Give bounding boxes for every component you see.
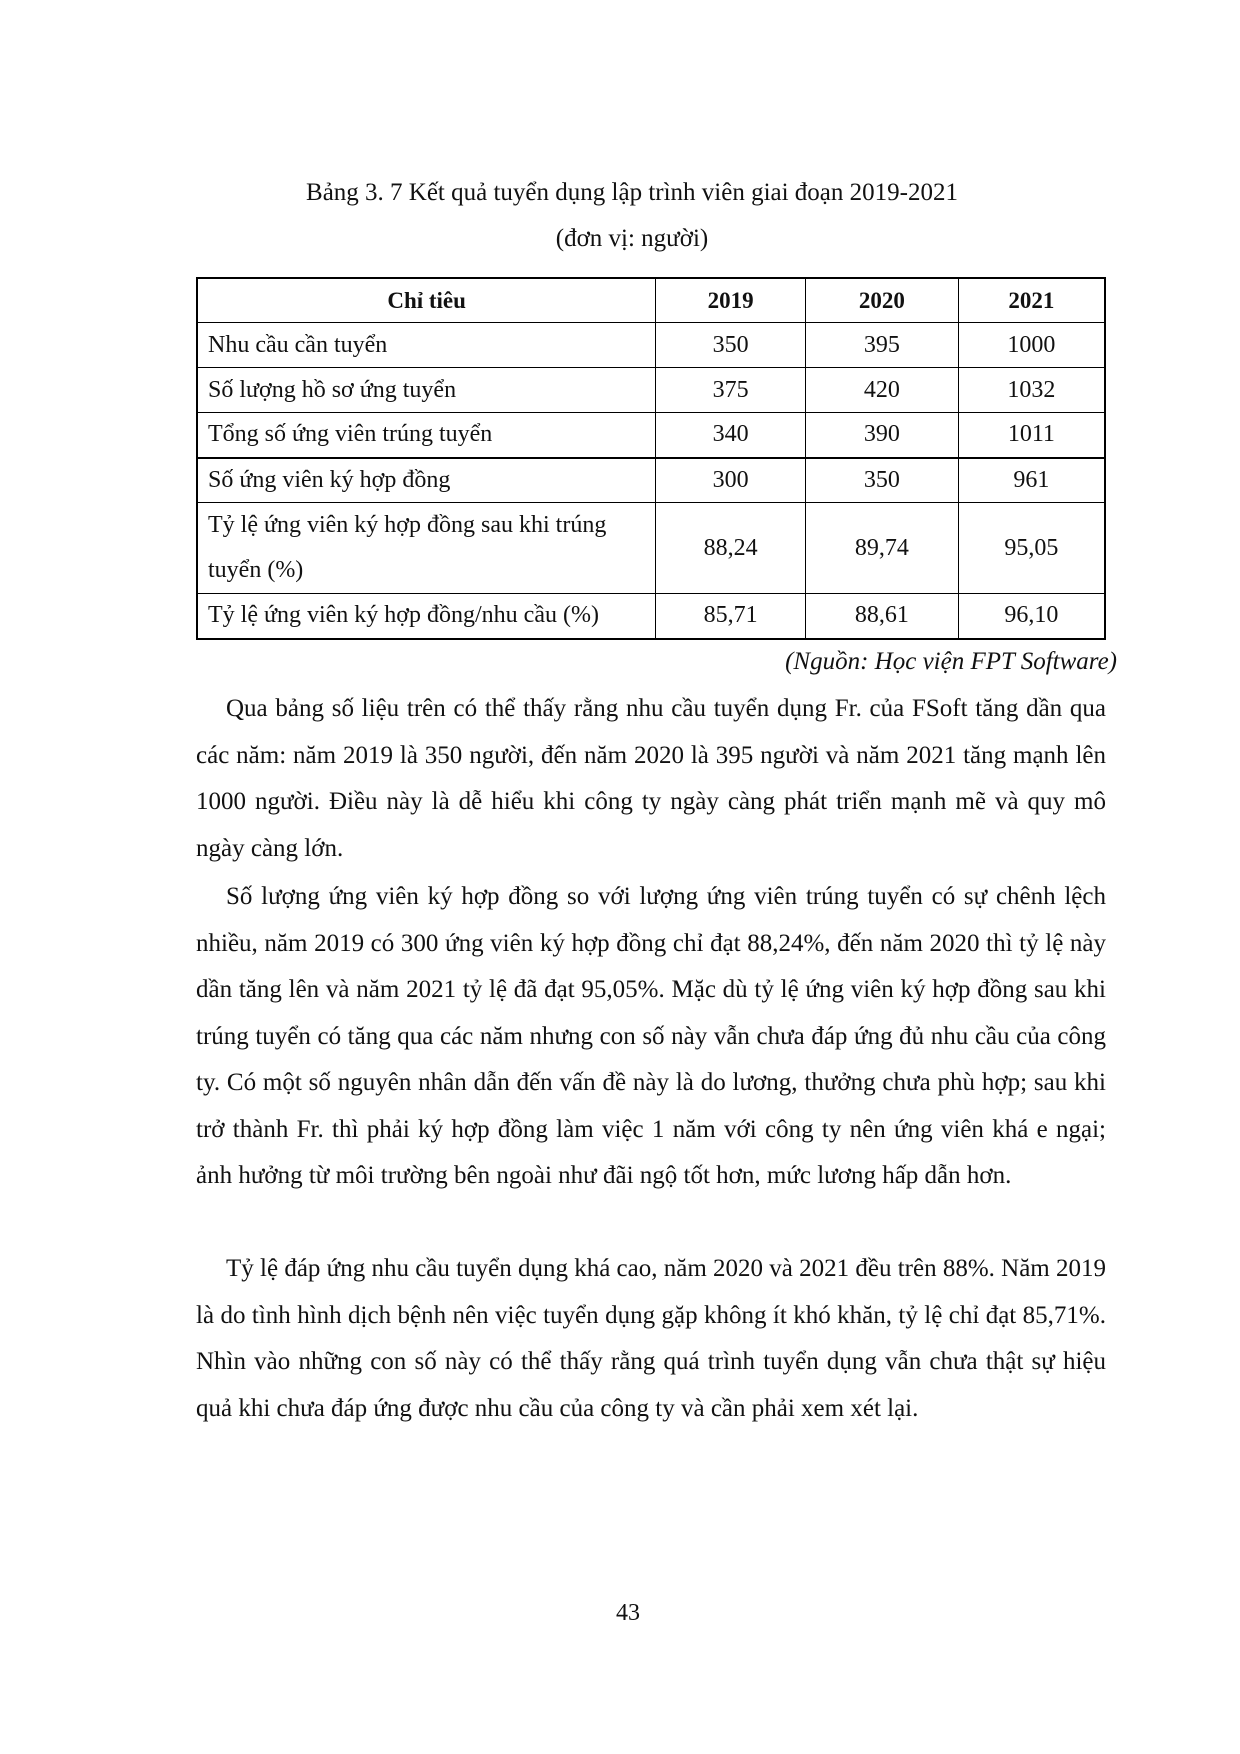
table-row [197,594,1105,639]
recruitment-results-table [196,277,1106,640]
table-caption-title: Bảng 3. 7 Kết quả tuyển dụng lập trình viên giai đoạn 2019-2021 [306,179,958,206]
row-label: Số lượng hồ sơ ứng tuyển [197,368,656,413]
row-label: Tổng số ứng viên trúng tuyển [197,413,656,458]
cell-2021: 1000 [958,323,1105,368]
cell-2020: 88,61 [806,594,959,639]
paragraph-text: Số lượng ứng viên ký hợp đồng so với lượng ứng viên trúng tuyển có sự chênh lệch nhiều, năm 2019 có 300 ứng viên ký hợp đồng chỉ đạt 88,24%, đến năm 2020 thì tỷ lệ này dần tăng lên và năm 2021 tỷ lệ đã đạt 95,05%. Mặc dù tỷ lệ ứng viên ký hợp đồng sau khi trúng tuyển có tăng qua các năm nhưng con số này vẫn chưa đáp ứng đủ nhu cầu của công ty. Có một số nguyên nhân dẫn đến vấn đề này là do lương, thưởng chưa phù hợp; sau khi trở thành Fr. thì phải ký hợp đồng làm việc 1 năm với công ty nên ứng viên khá e ngại; ảnh hưởng từ môi trường bên ngoài như đãi ngộ tốt hơn, mức lương hấp dẫn hơn. [196,883,1106,1189]
paragraph-text: Tỷ lệ đáp ứng nhu cầu tuyển dụng khá cao, năm 2020 và 2021 đều trên 88%. Năm 2019 là do tình hình dịch bệnh nên việc tuyển dụng gặp không ít khó khăn, tỷ lệ chỉ đạt 85,71%. Nhìn vào những con số này có thể thấy rằng quá trình tuyển dụng vẫn chưa thật sự hiệu quả khi chưa đáp ứng được nhu cầu của công ty và cần phải xem xét lại. [196,1255,1107,1422]
row-label: Tỷ lệ ứng viên ký hợp đồng sau khi trúng tuyển (%) [197,503,656,594]
cell-2021: 1011 [958,413,1105,458]
cell-2019: 340 [656,413,806,458]
table-row [197,413,1105,458]
cell-2020: 89,74 [806,503,959,594]
cell-2021: 961 [958,458,1105,503]
header-2019: 2019 [656,278,806,323]
table-caption-unit: (đơn vị: người) [555,225,709,252]
table-row [197,503,1105,594]
cell-2021: 95,05 [958,503,1105,594]
paragraph-demand [196,686,1106,872]
table-source-note: (Nguồn: Học viện FPT Software) [785,648,1117,675]
paragraph-text: Qua bảng số liệu trên có thể thấy rằng nhu cầu tuyển dụng Fr. của FSoft tăng dần qua các năm: năm 2019 là 350 người, đến năm 2020 là 395 người và năm 2021 tăng mạnh lên 1000 người. Điều này là dễ hiểu khi công ty ngày càng phát triển mạnh mẽ và quy mô ngày càng lớn. [196,695,1106,862]
table-row [197,458,1105,503]
cell-2019: 300 [656,458,806,503]
paragraph-fulfillment-rate [196,1246,1106,1432]
row-label: Nhu cầu cần tuyển [197,323,656,368]
cell-2020: 395 [806,323,959,368]
cell-2019: 375 [656,368,806,413]
table-row [197,368,1105,413]
cell-2020: 420 [806,368,959,413]
cell-2020: 390 [806,413,959,458]
row-label: Số ứng viên ký hợp đồng [197,458,656,503]
cell-2021: 96,10 [958,594,1105,639]
header-2021: 2021 [958,278,1105,323]
table-header-row [197,278,1105,323]
header-indicator: Chỉ tiêu [197,278,656,323]
paragraph-contract-ratio [196,874,1106,1200]
row-label: Tỷ lệ ứng viên ký hợp đồng/nhu cầu (%) [197,594,656,639]
page-number: 43 [616,1600,640,1626]
cell-2019: 350 [656,323,806,368]
cell-2019: 85,71 [656,594,806,639]
table-row [197,323,1105,368]
cell-2021: 1032 [958,368,1105,413]
cell-2020: 350 [806,458,959,503]
cell-2019: 88,24 [656,503,806,594]
header-2020: 2020 [806,278,959,323]
